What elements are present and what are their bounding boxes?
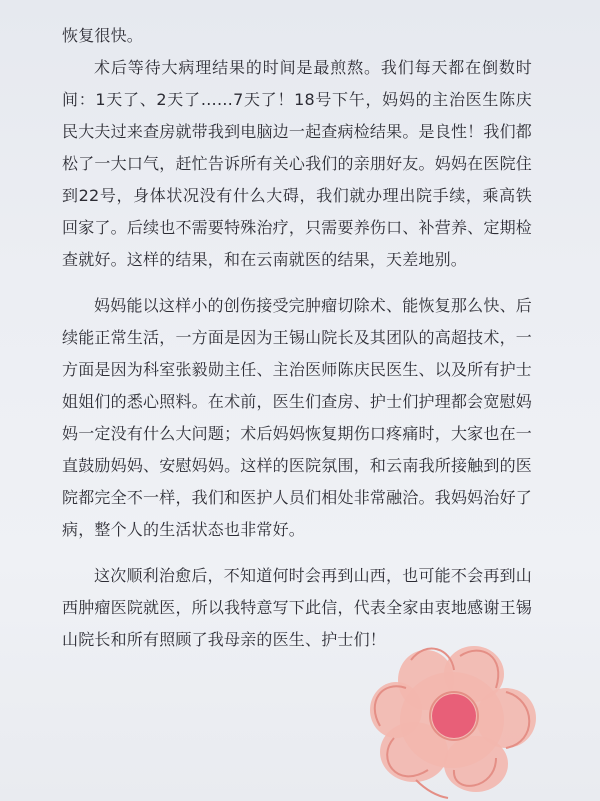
letter-body	[62, 20, 532, 656]
paragraph-gratitude-care: 妈妈能以这样小的创伤接受完肿瘤切除术、能恢复那么快、后续能正常生活，一方面是因为王锡山院长及其团队的高超技术，一方面是因为科室张毅勋主任、主治医师陈庆民医生、以及所有护士姐姐们的悉心照料。在术前，医生们查房、护士们护理都会宽慰妈妈一定没有什么大问题；术后妈妈恢复期伤口疼痛时，大家也在一直鼓励妈妈、安慰妈妈。这样的医院氛围，和云南我所接触到的医院都完全不一样，我们和医护人员们相处非常融洽。我妈妈治好了病，整个人的生活状态也非常好。	[62, 296, 532, 539]
flower-drawing-icon	[356, 630, 546, 800]
paragraph-pathology-result: 术后等待大病理结果的时间是最煎熬。我们每天都在倒数时间：1天了、2天了……7天了！18号下午，妈妈的主治医生陈庆民大夫过来查房就带我到电脑边一起查病检结果。是良性！我们都松了一大口气，赶忙告诉所有关心我们的亲朋好友。妈妈在医院住到22号，身体状况没有什么大碍，我们就办理出院手续，乘高铁回家了。后续也不需要特殊治疗，只需要养伤口、补营养、定期检查就好。这样的结果，和在云南就医的结果，天差地别。	[62, 58, 532, 269]
paragraph-continuation: 恢复很快。	[62, 26, 144, 45]
flower-center	[432, 694, 476, 738]
paragraph-thanks-closing: 这次顺利治愈后，不知道何时会再到山西，也可能不会再到山西肿瘤医院就医，所以我特意写下此信，代表全家由衷地感谢王锡山院长和所有照顾了我母亲的医生、护士们！	[62, 566, 532, 649]
